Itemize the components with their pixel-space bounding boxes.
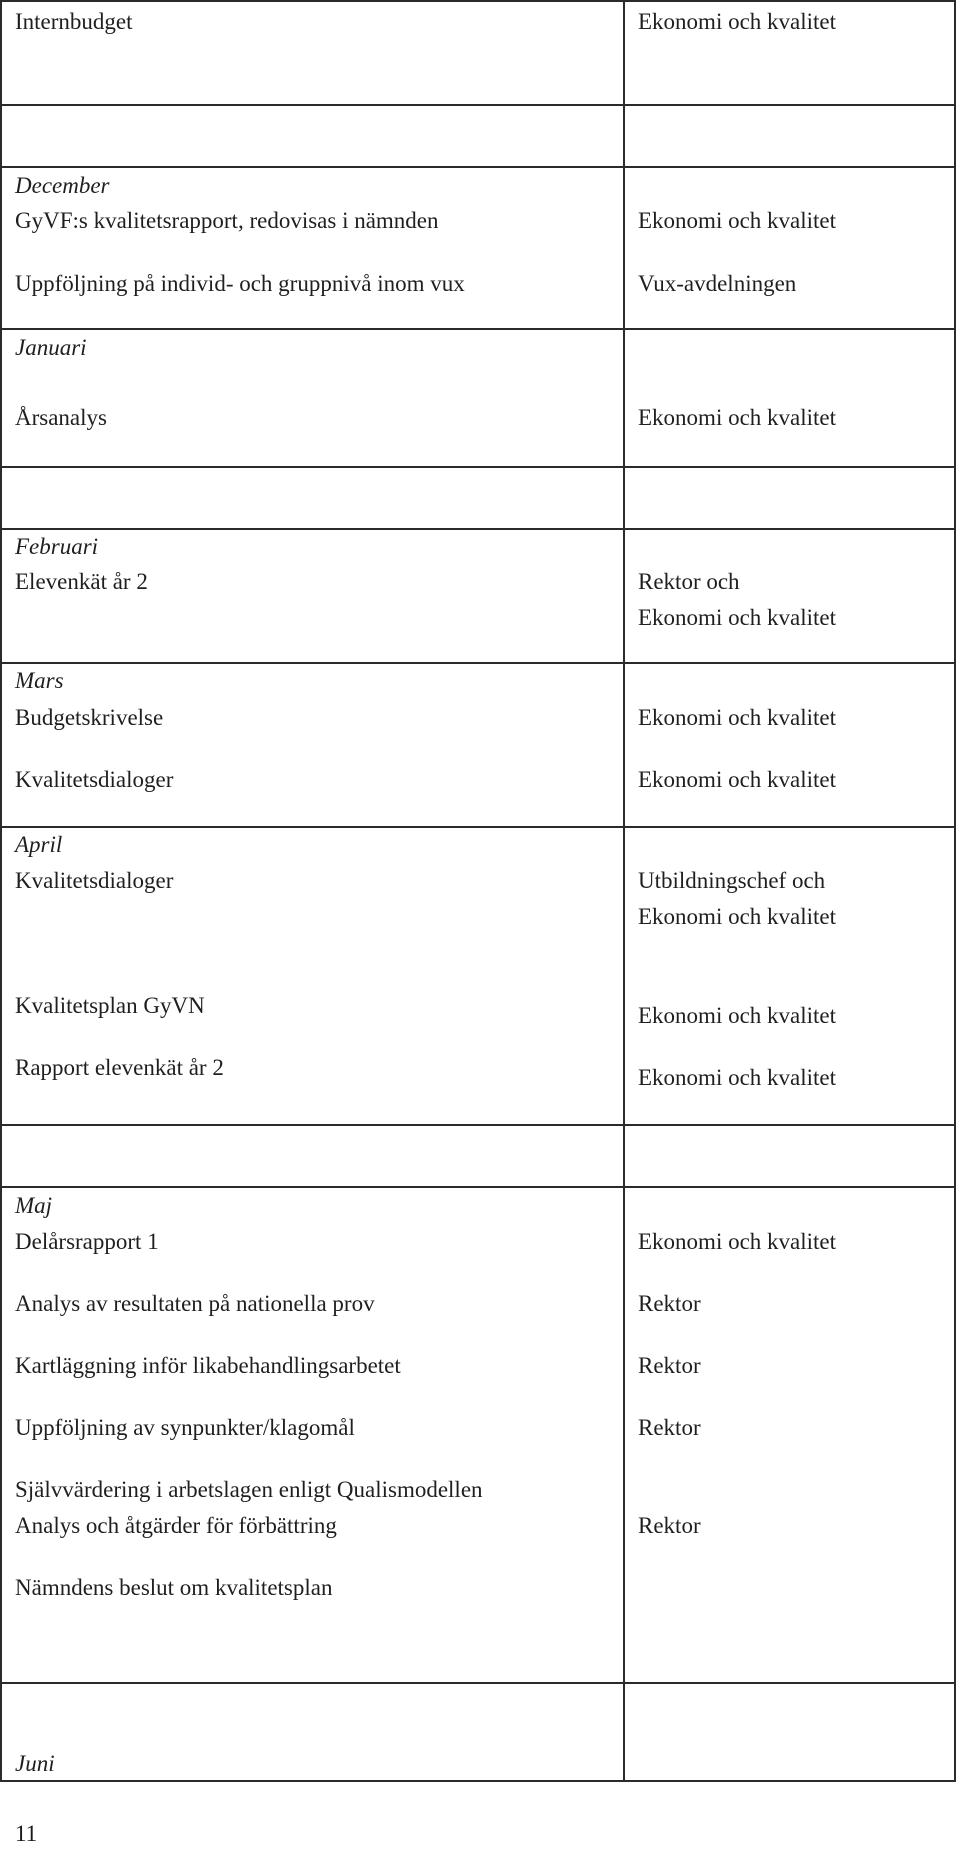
activity-text: Kartläggning inför likabehandlingsarbetet (15, 1353, 401, 1378)
responsible-text: Ekonomi och kvalitet (638, 1229, 837, 1254)
responsible-text: Ekonomi och kvalitet (638, 208, 837, 233)
activity-text: Rapport elevenkät år 2 (15, 1055, 224, 1080)
row-divider (0, 466, 956, 468)
row-divider (0, 166, 956, 168)
page-number: 11 (15, 1821, 38, 1846)
column-divider (623, 0, 625, 1782)
responsible-text: Rektor (638, 1353, 701, 1378)
activity-text: Självvärdering i arbetslagen enligt Qualismodellen (15, 1477, 483, 1502)
responsible-text: Ekonomi och kvalitet (638, 605, 837, 630)
responsible-text: Ekonomi och kvalitet (638, 904, 837, 929)
activity-text: Analys av resultaten på nationella prov (15, 1291, 375, 1316)
activity-text: Årsanalys (15, 405, 107, 430)
row-divider (0, 1682, 956, 1684)
month-label: Maj (15, 1193, 53, 1218)
activity-text: Budgetskrivelse (15, 705, 164, 730)
activity-text: Analys och åtgärder för förbättring (15, 1513, 337, 1538)
responsible-text: Ekonomi och kvalitet (638, 1065, 837, 1090)
month-label: Februari (15, 534, 99, 559)
month-label: April (15, 832, 63, 857)
responsible-text: Rektor (638, 1291, 701, 1316)
row-divider (0, 0, 956, 2)
row-divider (0, 1186, 956, 1188)
month-label: Januari (15, 335, 87, 360)
row-divider (0, 826, 956, 828)
activity-text: Uppföljning av synpunkter/klagomål (15, 1415, 355, 1440)
row-divider (0, 662, 956, 664)
activity-text: Nämndens beslut om kvalitetsplan (15, 1575, 333, 1600)
responsible-text: Rektor (638, 1415, 701, 1440)
row-divider (0, 104, 956, 106)
row-divider (0, 528, 956, 530)
activity-text: Kvalitetsplan GyVN (15, 993, 205, 1018)
activity-text: Delårsrapport 1 (15, 1229, 159, 1254)
table-border-left (0, 0, 2, 1782)
responsible-text: Ekonomi och kvalitet (638, 767, 837, 792)
responsible-text: Vux-avdelningen (638, 271, 797, 296)
month-label: December (15, 173, 110, 198)
responsible-text: Ekonomi och kvalitet (638, 1003, 837, 1028)
responsible-text: Rektor och (638, 569, 740, 594)
month-label: Juni (15, 1751, 55, 1776)
activity-text: Elevenkät år 2 (15, 569, 148, 594)
activity-text: Uppföljning på individ- och gruppnivå inom vux (15, 271, 465, 296)
activity-text: Kvalitetsdialoger (15, 868, 174, 893)
responsible-text: Utbildningschef och (638, 868, 826, 893)
row-divider (0, 1780, 956, 1782)
responsible-text: Rektor (638, 1513, 701, 1538)
activity-text: GyVF:s kvalitetsrapport, redovisas i nämnden (15, 208, 439, 233)
responsible-text: Ekonomi och kvalitet (638, 405, 837, 430)
table-border-right (954, 0, 956, 1782)
activity-text: Kvalitetsdialoger (15, 767, 174, 792)
responsible-text: Ekonomi och kvalitet (638, 705, 837, 730)
month-label: Mars (15, 668, 64, 693)
activity-text: Internbudget (15, 9, 133, 34)
responsible-text: Ekonomi och kvalitet (638, 9, 837, 34)
row-divider (0, 328, 956, 330)
row-divider (0, 1124, 956, 1126)
